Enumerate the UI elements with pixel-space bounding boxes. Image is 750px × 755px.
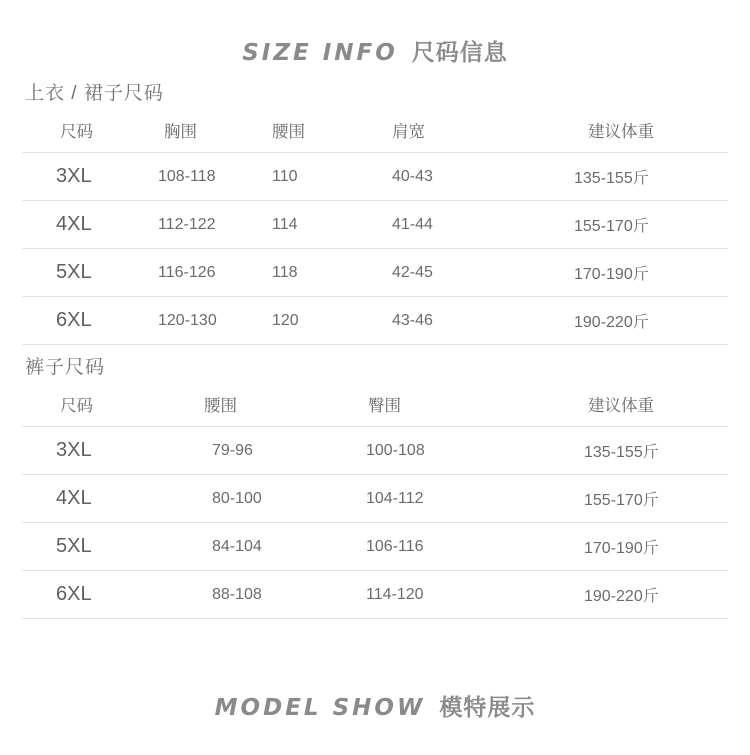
pants-row2-size: 5XL [22, 523, 162, 571]
tops-header-weight: 建议体重 [542, 112, 728, 153]
tops-row0-weight: 135-155斤 [542, 153, 728, 201]
table-row [22, 297, 728, 345]
pants-row1-waist: 80-100 [162, 475, 322, 523]
table-header-row [22, 386, 728, 427]
table-row [22, 571, 728, 619]
tops-row3-weight: 190-220斤 [542, 297, 728, 345]
tops-header-bust: 胸围 [142, 112, 272, 153]
tops-row3-size: 6XL [22, 297, 142, 345]
model-show-banner [0, 689, 750, 722]
table-row [22, 427, 728, 475]
tops-size-table [22, 112, 728, 345]
pants-header-hip: 臀围 [322, 386, 502, 427]
pants-row3-weight: 190-220斤 [502, 571, 728, 619]
tops-row1-weight: 155-170斤 [542, 201, 728, 249]
pants-size-table [22, 386, 728, 619]
tops-row0-waist: 110 [272, 153, 392, 201]
pants-row3-size: 6XL [22, 571, 162, 619]
tops-table-head [22, 112, 728, 153]
pants-table-head [22, 386, 728, 427]
tops-row2-shoulder: 42-45 [392, 249, 542, 297]
pants-row1-hip: 104-112 [322, 475, 502, 523]
tops-section-title: 上衣 / 裙子尺码 [25, 83, 164, 104]
pants-header-waist: 腰围 [162, 386, 322, 427]
table-header-row [22, 112, 728, 153]
size-info-banner-cn: 尺码信息 [411, 39, 508, 65]
tops-row2-waist: 118 [272, 249, 392, 297]
tops-row0-shoulder: 40-43 [392, 153, 542, 201]
pants-row2-weight: 170-190斤 [502, 523, 728, 571]
pants-row2-waist: 84-104 [162, 523, 322, 571]
tops-row3-waist: 120 [272, 297, 392, 345]
pants-row3-waist: 88-108 [162, 571, 322, 619]
pants-header-size: 尺码 [22, 386, 162, 427]
tops-row3-shoulder: 43-46 [392, 297, 542, 345]
table-row [22, 201, 728, 249]
tops-row1-size: 4XL [22, 201, 142, 249]
pants-row3-hip: 114-120 [322, 571, 502, 619]
model-show-banner-en: MODEL SHOW [214, 695, 426, 721]
table-row [22, 249, 728, 297]
size-info-banner [0, 34, 750, 67]
tops-row3-bust: 120-130 [142, 297, 272, 345]
pants-section-title: 裤子尺码 [25, 357, 106, 378]
table-row [22, 475, 728, 523]
pants-row0-waist: 79-96 [162, 427, 322, 475]
tops-row2-bust: 116-126 [142, 249, 272, 297]
tops-row0-bust: 108-118 [142, 153, 272, 201]
tops-row0-size: 3XL [22, 153, 142, 201]
table-row [22, 523, 728, 571]
pants-row1-size: 4XL [22, 475, 162, 523]
tops-header-shoulder: 肩宽 [392, 112, 542, 153]
tops-table-body [22, 153, 728, 345]
pants-row2-hip: 106-116 [322, 523, 502, 571]
tops-header-waist: 腰围 [272, 112, 392, 153]
tops-header-size: 尺码 [22, 112, 142, 153]
size-info-banner-en: SIZE INFO [242, 40, 398, 66]
tops-row1-shoulder: 41-44 [392, 201, 542, 249]
pants-header-weight: 建议体重 [502, 386, 728, 427]
model-show-banner-cn: 模特展示 [439, 694, 536, 720]
pants-row0-size: 3XL [22, 427, 162, 475]
pants-row0-weight: 135-155斤 [502, 427, 728, 475]
pants-row0-hip: 100-108 [322, 427, 502, 475]
tops-row1-waist: 114 [272, 201, 392, 249]
pants-row1-weight: 155-170斤 [502, 475, 728, 523]
tops-row1-bust: 112-122 [142, 201, 272, 249]
pants-table-body [22, 427, 728, 619]
tops-row2-weight: 170-190斤 [542, 249, 728, 297]
table-row [22, 153, 728, 201]
tops-row2-size: 5XL [22, 249, 142, 297]
